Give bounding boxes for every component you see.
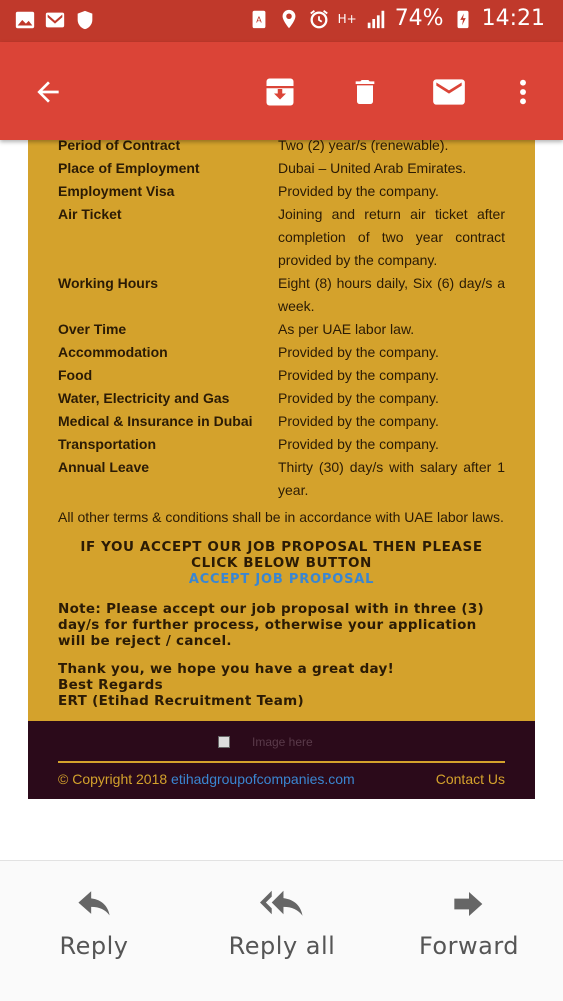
terms-row (58, 433, 505, 456)
clock: 14:21 (481, 6, 545, 31)
reply-all-label: Reply all (228, 932, 336, 960)
terms-row (58, 140, 505, 157)
terms-value: Eight (8) hours daily, Six (6) day/s a week. (278, 275, 505, 314)
email-viewport[interactable] (0, 140, 563, 860)
accept-job-proposal-link[interactable]: ACCEPT JOB PROPOSAL (188, 572, 375, 587)
svg-text:A: A (255, 14, 262, 25)
terms-key: Air Ticket (58, 206, 122, 222)
terms-value: As per UAE labor law. (278, 321, 415, 337)
terms-row (58, 341, 505, 364)
terms-value: Dubai – United Arab Emirates. (278, 160, 467, 176)
email-body (28, 140, 535, 799)
notification-icons (14, 9, 96, 31)
terms-row (58, 364, 505, 387)
broken-image-icon (218, 736, 230, 748)
location-icon (278, 8, 300, 30)
terms-key: Period of Contract (58, 140, 181, 153)
back-arrow-icon (32, 76, 64, 108)
terms-row (58, 203, 505, 272)
archive-button[interactable] (260, 72, 300, 112)
signature-text: ERT (Etihad Recruitment Team) (58, 693, 304, 709)
terms-key: Annual Leave (58, 459, 150, 475)
footer-divider (58, 761, 505, 763)
terms-row (58, 387, 505, 410)
alarm-icon (308, 8, 330, 30)
closing-block (28, 649, 535, 721)
forward-icon (453, 889, 485, 919)
image-alt-text: Image here (252, 735, 313, 749)
gmail-notification-icon (44, 9, 66, 31)
terms-key: Water, Electricity and Gas (58, 390, 230, 406)
delete-icon (349, 76, 381, 108)
terms-row (58, 318, 505, 341)
battery-percent: 74% (394, 6, 444, 31)
mark-unread-icon (430, 73, 468, 111)
copyright-text: © Copyright 2018 (58, 771, 168, 787)
terms-key: Working Hours (58, 275, 159, 291)
archive-icon (262, 74, 298, 110)
mark-unread-button[interactable] (429, 72, 469, 112)
terms-value: Joining and return air ticket after completion of two year contract provided by the company. (278, 206, 505, 268)
terms-row (58, 410, 505, 433)
regards-text: Best Regards (58, 677, 163, 693)
battery-saver-icon (248, 8, 270, 30)
terms-key: Place of Employment (58, 160, 200, 176)
more-vert-icon (507, 76, 539, 108)
contact-us-link[interactable]: Contact Us (435, 771, 505, 787)
app-bar (0, 42, 563, 140)
job-terms-table (28, 140, 535, 502)
terms-row (58, 180, 505, 203)
terms-value: Two (2) year/s (renewable). (278, 140, 449, 153)
terms-row (58, 157, 505, 180)
terms-row (58, 272, 505, 318)
thanks-text: Thank you, we hope you have a great day! (58, 661, 395, 677)
terms-key: Over Time (58, 321, 127, 337)
reply-all-button[interactable] (202, 889, 362, 960)
email-footer (28, 721, 535, 799)
terms-key: Accommodation (58, 344, 168, 360)
reply-all-icon (260, 889, 304, 919)
reply-label: Reply (59, 932, 129, 960)
broken-image (218, 735, 313, 749)
accept-instruction: IF YOU ACCEPT OUR JOB PROPOSAL THEN PLEASE CLICK BELOW BUTTON (80, 539, 483, 571)
more-options-button[interactable] (503, 72, 543, 112)
terms-key: Medical & Insurance in Dubai (58, 413, 253, 429)
terms-value: Thirty (30) day/s with salary after 1 year. (278, 459, 505, 498)
terms-value: Provided by the company. (278, 390, 439, 406)
terms-value: Provided by the company. (278, 183, 439, 199)
company-website-link[interactable]: etihadgroupofcompanies.com (171, 771, 355, 787)
delete-button[interactable] (345, 72, 385, 112)
battery-charging-icon (452, 8, 474, 30)
note-text: Note: Please accept our job proposal with in three (3) day/s for further process, otherwise your application will be reject / cancel. (58, 601, 485, 649)
terms-value: Provided by the company. (278, 344, 439, 360)
reply-icon (77, 889, 111, 919)
back-button[interactable] (28, 72, 68, 112)
signal-icon (365, 8, 387, 30)
reply-button[interactable] (14, 889, 174, 960)
terms-key: Food (58, 367, 93, 383)
general-terms-text: All other terms & conditions shall be in accordance with UAE labor laws. (58, 509, 504, 525)
system-status (248, 6, 545, 31)
terms-key: Employment Visa (58, 183, 175, 199)
forward-label: Forward (418, 932, 519, 960)
reply-action-bar (0, 860, 563, 1001)
footer-copyright (58, 771, 355, 787)
terms-value: Provided by the company. (278, 436, 439, 452)
terms-key: Transportation (58, 436, 157, 452)
terms-row (58, 456, 505, 502)
status-bar (0, 0, 563, 42)
network-type: H+ (337, 11, 357, 26)
forward-button[interactable] (389, 889, 549, 960)
gallery-notification-icon (14, 9, 36, 31)
terms-value: Provided by the company. (278, 367, 439, 383)
shield-notification-icon (74, 9, 96, 31)
terms-value: Provided by the company. (278, 413, 439, 429)
